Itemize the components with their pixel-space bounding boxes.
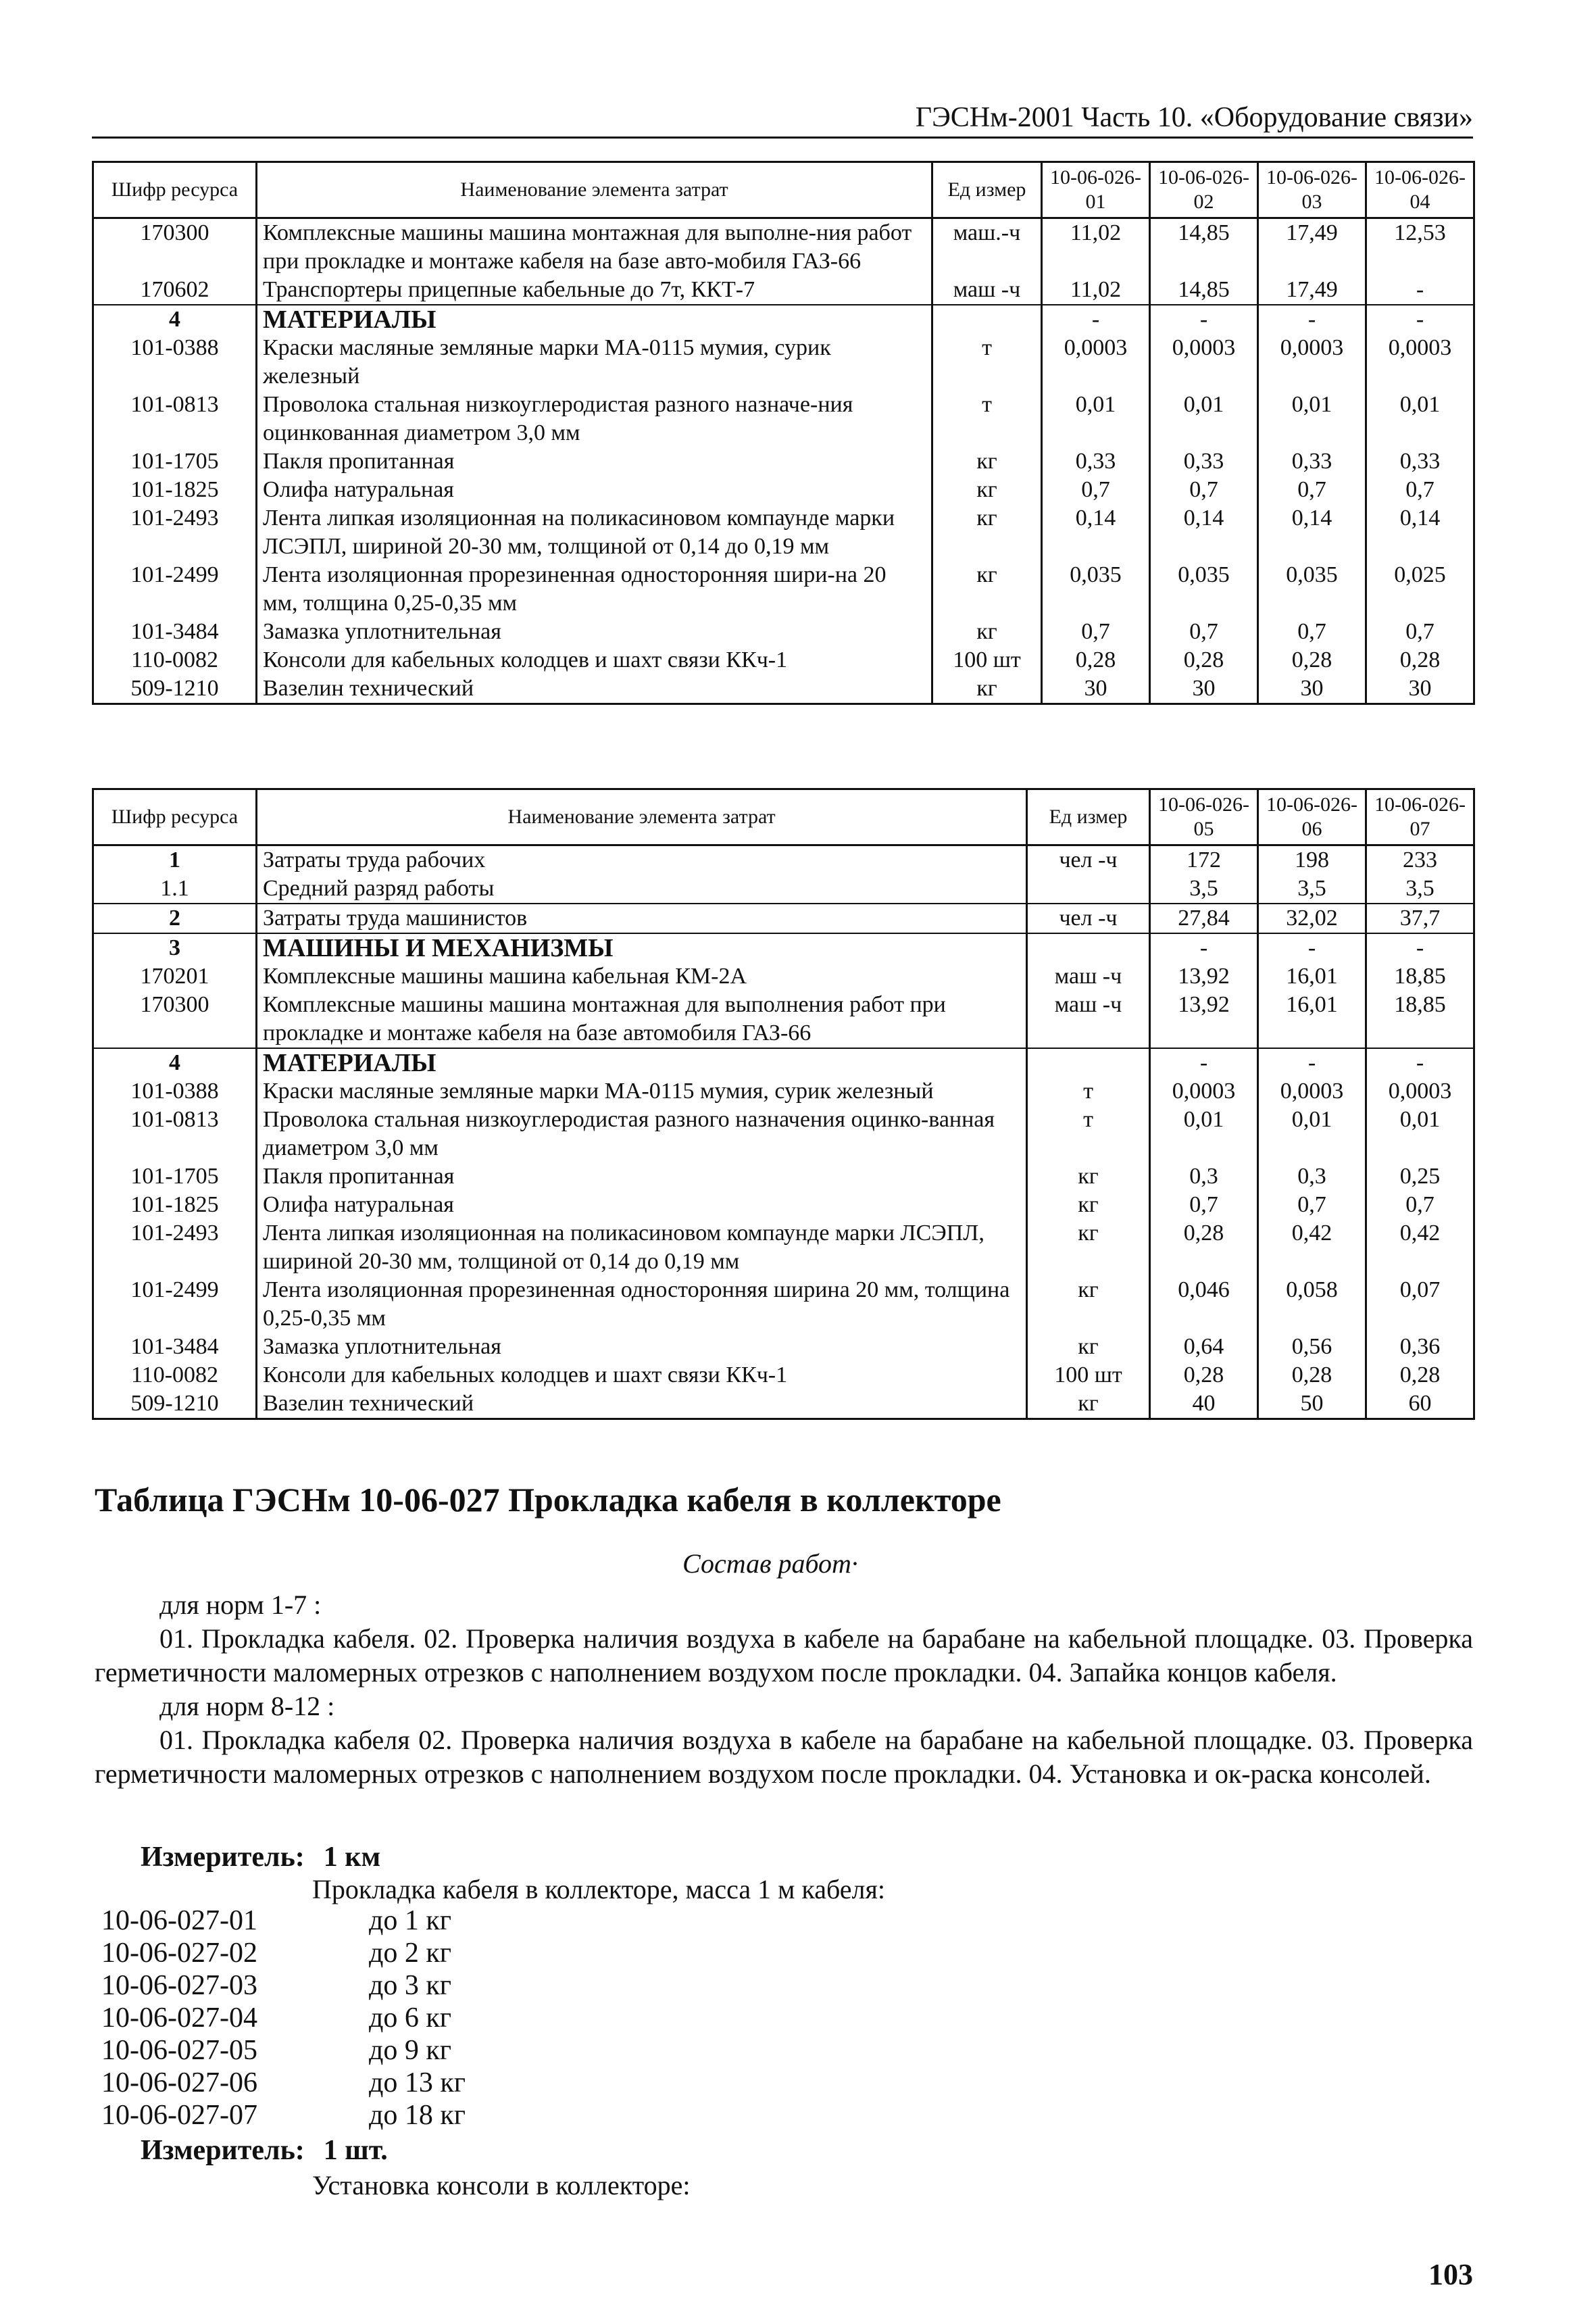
- resource-table-026-05-07: [92, 788, 1475, 1420]
- value-cell: 0,14: [1042, 504, 1150, 561]
- norm-group-label: для норм 8-12 :: [159, 1691, 335, 1721]
- list-item: [101, 1937, 466, 1969]
- table-header-row: [93, 789, 1474, 845]
- value-cell: -: [1366, 305, 1474, 334]
- unit-cell: кг: [932, 447, 1042, 476]
- resource-name-cell: Консоли для кабельных колодцев и шахт связи ККч-1: [257, 1361, 1027, 1389]
- value-cell: 37,7: [1366, 904, 1474, 933]
- value-cell: 0,7: [1042, 618, 1150, 646]
- measure-label: Измеритель:: [141, 2135, 305, 2166]
- resource-code-cell: 1: [93, 845, 257, 875]
- unit-cell: кг: [932, 561, 1042, 618]
- value-cell: 12,53: [1366, 218, 1474, 276]
- measure-unit-pcs: [141, 2134, 388, 2167]
- unit-cell: кг: [1027, 1191, 1150, 1219]
- resource-code-cell: 101-1825: [93, 1191, 257, 1219]
- value-cell: 0,0003: [1366, 334, 1474, 391]
- value-cell: -: [1366, 276, 1474, 305]
- measure-label: Измеритель:: [141, 1842, 305, 1873]
- value-cell: 0,28: [1150, 1219, 1258, 1276]
- value-cell: 0,42: [1258, 1219, 1366, 1276]
- table-row: [93, 447, 1474, 476]
- value-cell: 0,33: [1150, 447, 1258, 476]
- col-header-norm: 10-06-026-02: [1150, 162, 1258, 218]
- table-row: [93, 845, 1474, 875]
- value-cell: 0,14: [1150, 504, 1258, 561]
- unit-cell: маш -ч: [1027, 991, 1150, 1048]
- value-cell: 0,56: [1258, 1333, 1366, 1361]
- value-cell: 14,85: [1150, 276, 1258, 305]
- value-cell: 13,92: [1150, 962, 1258, 991]
- table-row: [93, 875, 1474, 904]
- resource-code-cell: 2: [93, 904, 257, 933]
- norm-code: 10-06-027-03: [101, 1970, 257, 2001]
- table-row: [93, 991, 1474, 1048]
- value-cell: 30: [1258, 674, 1366, 704]
- resource-name-cell: Комплексные машины машина монтажная для выполнения работ при прокладке и монтаже кабеля на базе автомобиля ГАЗ-66: [257, 991, 1027, 1048]
- table-row: [93, 674, 1474, 704]
- value-cell: 0,035: [1042, 561, 1150, 618]
- value-cell: 0,28: [1258, 1361, 1366, 1389]
- value-cell: 0,7: [1366, 476, 1474, 504]
- norm-code: 10-06-027-04: [101, 2002, 257, 2034]
- value-cell: 0,058: [1258, 1276, 1366, 1333]
- value-cell: 18,85: [1366, 991, 1474, 1048]
- norm-desc: до 2 кг: [369, 1938, 452, 1969]
- table-row: [93, 391, 1474, 447]
- section-row: [93, 1048, 1474, 1077]
- norm-code: 10-06-027-01: [101, 1905, 257, 1936]
- unit-cell: кг: [1027, 1389, 1150, 1419]
- value-cell: 0,28: [1042, 646, 1150, 674]
- unit-cell: кг: [1027, 1162, 1150, 1191]
- resource-name-cell: Краски масляные земляные марки МА-0115 мумия, сурик железный: [257, 334, 932, 391]
- value-cell: 3,5: [1150, 875, 1258, 904]
- norm-desc: до 18 кг: [369, 2100, 466, 2131]
- resource-name-cell: Олифа натуральная: [257, 476, 932, 504]
- resource-name-cell: Транспортеры прицепные кабельные до 7т, ККТ-7: [257, 276, 932, 305]
- norm-group-text: 01. Прокладка кабеля. 02. Проверка наличия воздуха в кабеле на барабане на кабельной площадке. 03. Проверка герметичности маломерных отрезков с наполнением воздухом после прокладки. 04. Запайка концов кабеля.: [95, 1623, 1473, 1688]
- unit-cell: [1027, 933, 1150, 962]
- value-cell: 17,49: [1258, 276, 1366, 305]
- value-cell: 0,7: [1366, 1191, 1474, 1219]
- table-row: [93, 1191, 1474, 1219]
- value-cell: 0,28: [1150, 646, 1258, 674]
- value-cell: 3,5: [1366, 875, 1474, 904]
- resource-code-cell: 101-0388: [93, 1077, 257, 1106]
- resource-name-cell: Замазка уплотнительная: [257, 618, 932, 646]
- unit-cell: маш.-ч: [932, 218, 1042, 276]
- value-cell: 16,01: [1258, 962, 1366, 991]
- table-row: [93, 1106, 1474, 1162]
- table-row: [93, 1361, 1474, 1389]
- value-cell: 17,49: [1258, 218, 1366, 276]
- value-cell: 0,7: [1150, 618, 1258, 646]
- resource-name-cell: Лента липкая изоляционная на поликасиновом компаунде марки ЛСЭПЛ, шириной 20-30 мм, толщиной от 0,14 до 0,19 мм: [257, 1219, 1027, 1276]
- value-cell: 0,0003: [1366, 1077, 1474, 1106]
- value-cell: 0,07: [1366, 1276, 1474, 1333]
- col-header-name: Наименование элемента затрат: [257, 162, 932, 218]
- resource-name-cell: Олифа натуральная: [257, 1191, 1027, 1219]
- unit-cell: кг: [1027, 1333, 1150, 1361]
- value-cell: 0,0003: [1258, 334, 1366, 391]
- resource-code-cell: 101-1705: [93, 1162, 257, 1191]
- value-cell: 0,28: [1366, 1361, 1474, 1389]
- resource-name-cell: Лента липкая изоляционная на поликасиновом компаунде марки ЛСЭПЛ, шириной 20-30 мм, толщиной от 0,14 до 0,19 мм: [257, 504, 932, 561]
- value-cell: 40: [1150, 1389, 1258, 1419]
- value-cell: 30: [1366, 674, 1474, 704]
- value-cell: 0,01: [1258, 1106, 1366, 1162]
- value-cell: 0,01: [1042, 391, 1150, 447]
- value-cell: 50: [1258, 1389, 1366, 1419]
- col-header-norm: 10-06-026-03: [1258, 162, 1366, 218]
- resource-name-cell: Средний разряд работы: [257, 875, 1027, 904]
- resource-code-cell: 101-2493: [93, 1219, 257, 1276]
- section-title: Таблица ГЭСНм 10-06-027 Прокладка кабеля в коллекторе: [95, 1481, 1001, 1519]
- list-item: [101, 1904, 466, 1937]
- table-row: [93, 1219, 1474, 1276]
- value-cell: 30: [1150, 674, 1258, 704]
- value-cell: 0,7: [1258, 618, 1366, 646]
- unit-cell: т: [1027, 1106, 1150, 1162]
- value-cell: 18,85: [1366, 962, 1474, 991]
- resource-code-cell: 509-1210: [93, 1389, 257, 1419]
- resource-code-cell: 101-1705: [93, 447, 257, 476]
- resource-code-cell: 101-2499: [93, 561, 257, 618]
- measure-value: 1 км: [323, 1842, 381, 1873]
- value-cell: 60: [1366, 1389, 1474, 1419]
- resource-code-cell: 170300: [93, 218, 257, 276]
- norm-code: 10-06-027-07: [101, 2100, 257, 2131]
- value-cell: 0,01: [1366, 391, 1474, 447]
- table-row: [93, 618, 1474, 646]
- value-cell: -: [1366, 1048, 1474, 1077]
- list-item: [101, 2002, 466, 2034]
- unit-cell: 100 шт: [1027, 1361, 1150, 1389]
- resource-name-cell: Проволока стальная низкоуглеродистая разного назначе-ния оцинкованная диаметром 3,0 мм: [257, 391, 932, 447]
- resource-code-cell: 101-1825: [93, 476, 257, 504]
- resource-code-cell: 3: [93, 933, 257, 962]
- list-item: [101, 2099, 466, 2132]
- value-cell: 0,7: [1258, 476, 1366, 504]
- resource-name-cell: Лента изоляционная прорезиненная односторонняя ширина 20 мм, толщина 0,25-0,35 мм: [257, 1276, 1027, 1333]
- resource-name-cell: Затраты труда рабочих: [257, 845, 1027, 875]
- value-cell: 0,025: [1366, 561, 1474, 618]
- work-composition-heading: Состав работ·: [682, 1548, 858, 1579]
- table-row: [93, 1077, 1474, 1106]
- resource-code-cell: 101-0813: [93, 1106, 257, 1162]
- col-header-code: Шифр ресурса: [93, 162, 257, 218]
- value-cell: 0,28: [1366, 646, 1474, 674]
- resource-name-cell: МАТЕРИАЛЫ: [257, 305, 932, 334]
- norm-list-caption: Прокладка кабеля в коллекторе, масса 1 м кабеля:: [312, 1874, 886, 1904]
- value-cell: 0,14: [1366, 504, 1474, 561]
- col-header-norm: 10-06-026-01: [1042, 162, 1150, 218]
- norm-desc: до 9 кг: [369, 2035, 452, 2066]
- value-cell: 0,7: [1042, 476, 1150, 504]
- value-cell: 3,5: [1258, 875, 1366, 904]
- table-row: [93, 334, 1474, 391]
- norm-code: 10-06-027-05: [101, 2035, 257, 2066]
- value-cell: 27,84: [1150, 904, 1258, 933]
- resource-code-cell: 101-2499: [93, 1276, 257, 1333]
- value-cell: 0,0003: [1150, 1077, 1258, 1106]
- value-cell: 0,7: [1366, 618, 1474, 646]
- resource-name-cell: МАШИНЫ И МЕХАНИЗМЫ: [257, 933, 1027, 962]
- value-cell: 0,3: [1150, 1162, 1258, 1191]
- value-cell: 0,7: [1150, 1191, 1258, 1219]
- unit-cell: 100 шт: [932, 646, 1042, 674]
- resource-code-cell: 170201: [93, 962, 257, 991]
- value-cell: 0,33: [1042, 447, 1150, 476]
- unit-cell: [932, 305, 1042, 334]
- norm-code: 10-06-027-06: [101, 2067, 257, 2098]
- resource-name-cell: Пакля пропитанная: [257, 1162, 1027, 1191]
- resource-code-cell: 170300: [93, 991, 257, 1048]
- unit-cell: т: [1027, 1077, 1150, 1106]
- table-row: [93, 904, 1474, 933]
- value-cell: 13,92: [1150, 991, 1258, 1048]
- value-cell: 0,36: [1366, 1333, 1474, 1361]
- col-header-name: Наименование элемента затрат: [257, 789, 1027, 845]
- value-cell: -: [1150, 933, 1258, 962]
- table-row: [93, 1333, 1474, 1361]
- unit-cell: кг: [932, 476, 1042, 504]
- table-row: [93, 476, 1474, 504]
- norm-code: 10-06-027-02: [101, 1938, 257, 1969]
- table-row: [93, 561, 1474, 618]
- section-row: [93, 305, 1474, 334]
- resource-code-cell: 1.1: [93, 875, 257, 904]
- table-row: [93, 1389, 1474, 1419]
- resource-code-cell: 110-0082: [93, 646, 257, 674]
- unit-cell: маш -ч: [932, 276, 1042, 305]
- list-item: [101, 1969, 466, 2002]
- value-cell: 0,035: [1258, 561, 1366, 618]
- value-cell: 0,28: [1258, 646, 1366, 674]
- value-cell: 16,01: [1258, 991, 1366, 1048]
- value-cell: -: [1258, 933, 1366, 962]
- norm-list-caption: Установка консоли в коллекторе:: [312, 2170, 691, 2200]
- table-row: [93, 646, 1474, 674]
- value-cell: 32,02: [1258, 904, 1366, 933]
- resource-table-026-01-04: [92, 161, 1475, 705]
- running-header: ГЭСНм-2001 Часть 10. «Оборудование связи»: [915, 102, 1473, 133]
- resource-name-cell: Пакля пропитанная: [257, 447, 932, 476]
- col-header-norm: 10-06-026-06: [1258, 789, 1366, 845]
- norm-desc: до 13 кг: [369, 2067, 466, 2098]
- resource-code-cell: 4: [93, 1048, 257, 1077]
- table-row: [93, 962, 1474, 991]
- col-header-unit: Ед измер: [1027, 789, 1150, 845]
- resource-name-cell: Лента изоляционная прорезиненная односторонняя шири-на 20 мм, толщина 0,25-0,35 мм: [257, 561, 932, 618]
- norm-desc: до 6 кг: [369, 2002, 452, 2034]
- resource-code-cell: 4: [93, 305, 257, 334]
- value-cell: 14,85: [1150, 218, 1258, 276]
- resource-code-cell: 101-2493: [93, 504, 257, 561]
- work-composition-text: [95, 1588, 1473, 1791]
- value-cell: 11,02: [1042, 276, 1150, 305]
- value-cell: -: [1150, 1048, 1258, 1077]
- measure-unit-km: [141, 1841, 380, 1873]
- unit-cell: т: [932, 334, 1042, 391]
- value-cell: 0,7: [1150, 476, 1258, 504]
- unit-cell: чел -ч: [1027, 904, 1150, 933]
- table-row: [93, 1162, 1474, 1191]
- resource-name-cell: Вазелин технический: [257, 1389, 1027, 1419]
- page-number: 103: [1428, 2258, 1473, 2291]
- value-cell: 0,25: [1366, 1162, 1474, 1191]
- resource-name-cell: Консоли для кабельных колодцев и шахт связи ККч-1: [257, 646, 932, 674]
- unit-cell: кг: [1027, 1219, 1150, 1276]
- table-row: [93, 504, 1474, 561]
- value-cell: 0,01: [1258, 391, 1366, 447]
- unit-cell: т: [932, 391, 1042, 447]
- norm-group-text: 01. Прокладка кабеля 02. Проверка наличия воздуха в кабеле на барабане на кабельной площадке. 03. Проверка герметичности маломерных отрезков с наполнением воздухом после прокладки. 04. Установка и ок-раска консолей.: [95, 1725, 1473, 1789]
- resource-name-cell: Краски масляные земляные марки МА-0115 мумия, сурик железный: [257, 1077, 1027, 1106]
- col-header-code: Шифр ресурса: [93, 789, 257, 845]
- col-header-norm: 10-06-026-07: [1366, 789, 1474, 845]
- norm-list: [101, 1904, 466, 2132]
- value-cell: 0,0003: [1150, 334, 1258, 391]
- value-cell: 0,01: [1150, 1106, 1258, 1162]
- list-item: [101, 2067, 466, 2099]
- unit-cell: кг: [932, 504, 1042, 561]
- unit-cell: кг: [932, 618, 1042, 646]
- col-header-unit: Ед измер: [932, 162, 1042, 218]
- unit-cell: кг: [1027, 1276, 1150, 1333]
- value-cell: -: [1366, 933, 1474, 962]
- value-cell: 0,035: [1150, 561, 1258, 618]
- measure-value: 1 шт.: [323, 2135, 388, 2166]
- value-cell: 233: [1366, 845, 1474, 875]
- unit-cell: [1027, 1048, 1150, 1077]
- list-item: [101, 2034, 466, 2067]
- value-cell: 11,02: [1042, 218, 1150, 276]
- resource-code-cell: 509-1210: [93, 674, 257, 704]
- resource-code-cell: 101-3484: [93, 618, 257, 646]
- value-cell: 0,0003: [1042, 334, 1150, 391]
- value-cell: 30: [1042, 674, 1150, 704]
- norm-desc: до 1 кг: [369, 1905, 452, 1936]
- value-cell: -: [1258, 305, 1366, 334]
- resource-code-cell: 110-0082: [93, 1361, 257, 1389]
- table-header-row: [93, 162, 1474, 218]
- resource-code-cell: 101-0388: [93, 334, 257, 391]
- value-cell: 172: [1150, 845, 1258, 875]
- section-row: [93, 933, 1474, 962]
- table-row: [93, 276, 1474, 305]
- value-cell: 0,3: [1258, 1162, 1366, 1191]
- resource-name-cell: Комплексные машины машина кабельная КМ-2А: [257, 962, 1027, 991]
- value-cell: 0,046: [1150, 1276, 1258, 1333]
- value-cell: 198: [1258, 845, 1366, 875]
- table-row: [93, 1276, 1474, 1333]
- unit-cell: кг: [932, 674, 1042, 704]
- resource-code-cell: 170602: [93, 276, 257, 305]
- value-cell: -: [1150, 305, 1258, 334]
- header-rule: [92, 137, 1473, 139]
- resource-name-cell: МАТЕРИАЛЫ: [257, 1048, 1027, 1077]
- unit-cell: [1027, 875, 1150, 904]
- value-cell: -: [1042, 305, 1150, 334]
- value-cell: 0,01: [1366, 1106, 1474, 1162]
- resource-name-cell: Вазелин технический: [257, 674, 932, 704]
- resource-name-cell: Замазка уплотнительная: [257, 1333, 1027, 1361]
- value-cell: 0,0003: [1258, 1077, 1366, 1106]
- value-cell: 0,33: [1258, 447, 1366, 476]
- table-row: [93, 218, 1474, 276]
- resource-name-cell: Проволока стальная низкоуглеродистая разного назначения оцинко-ванная диаметром 3,0 мм: [257, 1106, 1027, 1162]
- value-cell: 0,33: [1366, 447, 1474, 476]
- unit-cell: чел -ч: [1027, 845, 1150, 875]
- value-cell: 0,28: [1150, 1361, 1258, 1389]
- value-cell: 0,14: [1258, 504, 1366, 561]
- resource-code-cell: 101-0813: [93, 391, 257, 447]
- resource-name-cell: Затраты труда машинистов: [257, 904, 1027, 933]
- resource-name-cell: Комплексные машины машина монтажная для выполне-ния работ при прокладке и монтаже кабеля на базе авто-мобиля ГАЗ-66: [257, 218, 932, 276]
- value-cell: 0,01: [1150, 391, 1258, 447]
- unit-cell: маш -ч: [1027, 962, 1150, 991]
- resource-code-cell: 101-3484: [93, 1333, 257, 1361]
- value-cell: 0,7: [1258, 1191, 1366, 1219]
- value-cell: -: [1258, 1048, 1366, 1077]
- value-cell: 0,64: [1150, 1333, 1258, 1361]
- norm-group-label: для норм 1-7 :: [159, 1590, 322, 1620]
- col-header-norm: 10-06-026-04: [1366, 162, 1474, 218]
- col-header-norm: 10-06-026-05: [1150, 789, 1258, 845]
- norm-desc: до 3 кг: [369, 1970, 452, 2001]
- value-cell: 0,42: [1366, 1219, 1474, 1276]
